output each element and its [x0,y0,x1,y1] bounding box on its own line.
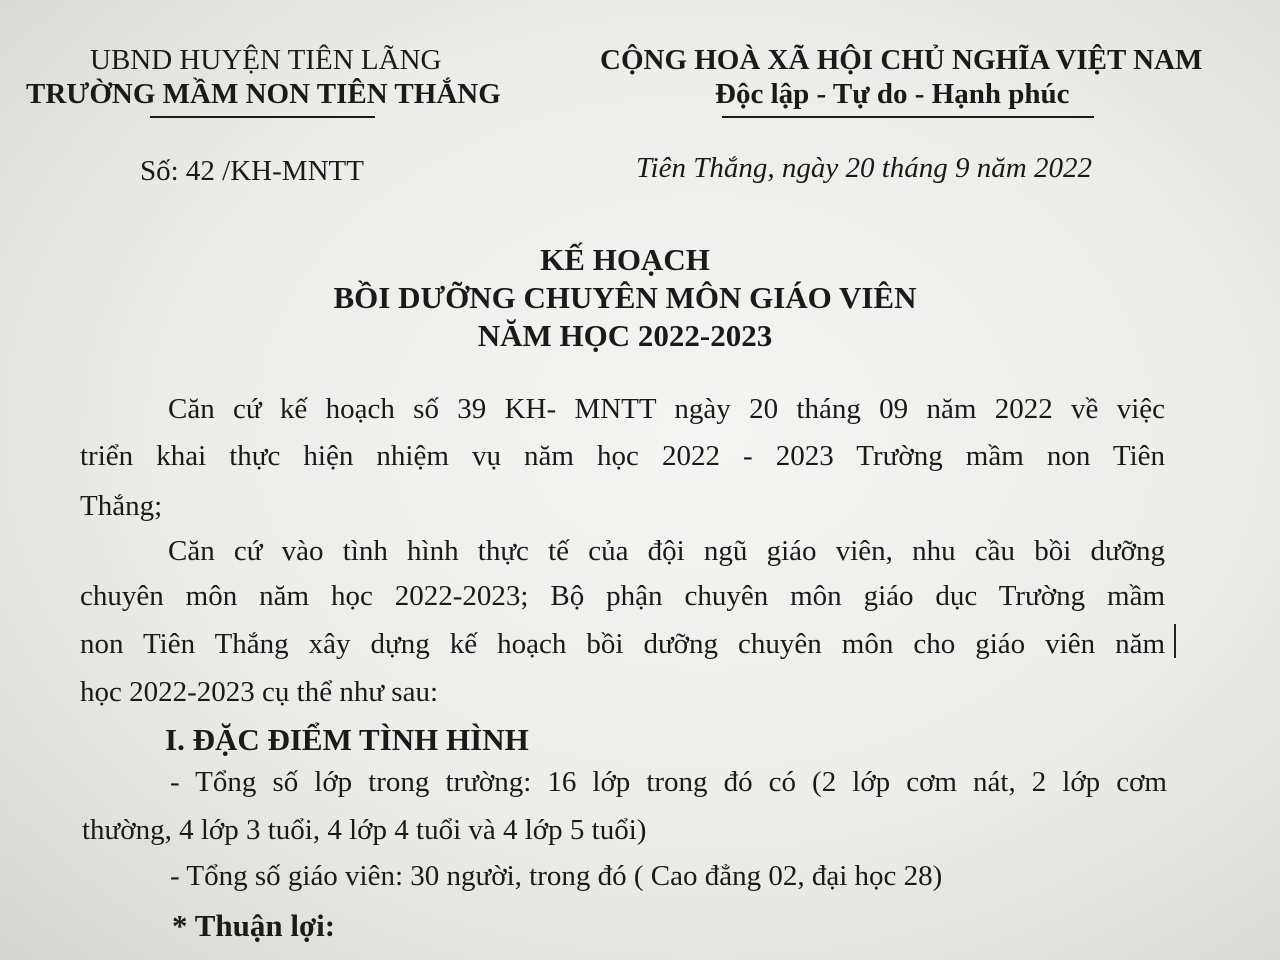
school-year-title: NĂM HỌC 2022-2023 [477,318,773,353]
school-name: TRƯỜNG MẦM NON TIÊN THẮNG [26,78,501,110]
paragraph-1-line-1: Căn cứ kế hoạch số 39 KH- MNTT ngày 20 tháng 09 năm 2022 về việc [168,393,1165,425]
paragraph-2-line-1: Căn cứ vào tình hình thực tế của đội ngũ giáo viên, nhu cầu bồi dưỡng [168,535,1165,567]
school-name-rule [150,116,375,118]
teacher-count: - Tổng số giáo viên: 30 người, trong đó ( Cao đẳng 02, đại học 28) [170,860,943,892]
text-cursor [1174,624,1176,658]
paragraph-1-line-3: Thắng; [80,490,163,522]
class-count-line-2: thường, 4 lớp 3 tuổi, 4 lớp 4 tuổi và 4 lớp 5 tuổi) [82,814,647,846]
document-number: Số: 42 /KH-MNTT [140,155,364,187]
paragraph-2-line-4: học 2022-2023 cụ thể như sau: [80,676,439,708]
paragraph-2-line-2: chuyên môn năm học 2022-2023; Bộ phận chuyên môn giáo dục Trường mầm [80,580,1165,612]
paragraph-1-line-2: triển khai thực hiện nhiệm vụ năm học 2022 - 2023 Trường mầm non Tiên [80,440,1165,472]
national-motto-rule [722,116,1094,118]
national-motto: Độc lập - Tự do - Hạnh phúc [715,78,1070,110]
document-subtitle: BỒI DƯỠNG CHUYÊN MÔN GIÁO VIÊN [333,280,917,315]
national-title: CỘNG HOÀ XÃ HỘI CHỦ NGHĨA VIỆT NAM [600,44,1203,76]
advantages-heading: * Thuận lợi: [172,908,336,943]
place-and-date: Tiên Thắng, ngày 20 tháng 9 năm 2022 [636,152,1092,184]
class-count-line-1: - Tổng số lớp trong trường: 16 lớp trong đó có (2 lớp cơm nát, 2 lớp cơm [170,766,1167,798]
document-title: KẾ HOẠCH [540,242,710,277]
section-1-heading: I. ĐẶC ĐIỂM TÌNH HÌNH [165,722,529,757]
agency-name: UBND HUYỆN TIÊN LÃNG [90,44,442,76]
paragraph-2-line-3: non Tiên Thắng xây dựng kế hoạch bồi dưỡng chuyên môn cho giáo viên năm [80,628,1165,660]
